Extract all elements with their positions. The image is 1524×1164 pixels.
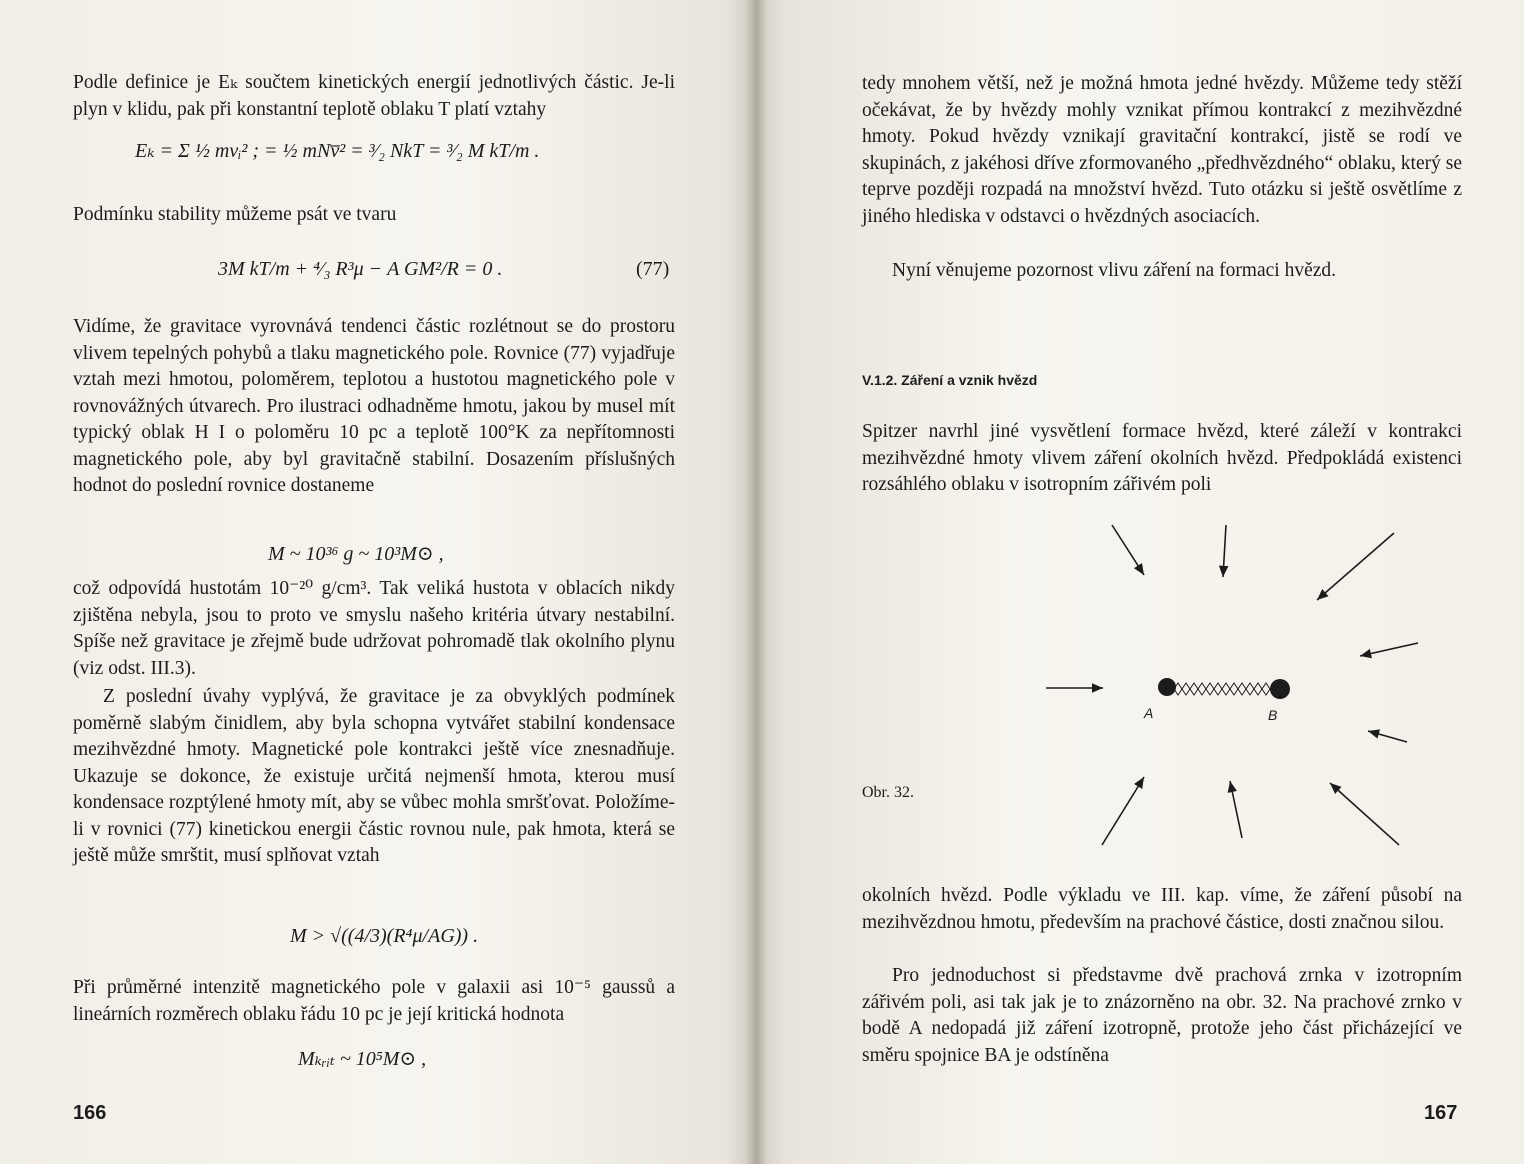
left-paragraph-2: Podmínku stability můžeme psát ve tvaru xyxy=(73,204,397,225)
radiation-arrow xyxy=(1330,783,1399,845)
equation-m-krit: Mₖᵣᵢₜ ~ 10⁵M⊙ , xyxy=(298,1048,427,1070)
radiation-diagram xyxy=(1030,515,1470,860)
left-paragraph-6: Při průměrné intenzitě magnetického pole v galaxii asi 10⁻⁵ gaussů a lineárních rozměrech oblaku řádu 10 pc je její kritická hodnota xyxy=(73,977,675,1025)
figure-label-a: A xyxy=(1144,705,1154,721)
equation-kinetic-energy: Eₖ = Σ ½ mvᵢ² ; = ½ mNv̅² = ³⁄₂ NkT = ³⁄₂ M kT/m . xyxy=(135,140,540,162)
right-paragraph-2: Nyní věnujeme pozornost vlivu záření na formaci hvězd. xyxy=(892,260,1337,281)
radiation-arrow xyxy=(1223,525,1226,577)
page-number-left: 166 xyxy=(73,1102,107,1124)
section-heading: V.1.2. Záření a vznik hvězd xyxy=(862,372,1038,388)
page-number-right: 167 xyxy=(1424,1102,1458,1124)
right-paragraph-5: Pro jednoduchost si představme dvě prachová zrnka v izotropním zářivém poli, asi tak jak je to znázorněno na obr. 32. Na prachové zrnko v bodě A nedopadá již záření izotropně, protože jeho část přicházející ve směru spojnice BA je odstíněna xyxy=(862,965,1462,1066)
equation-critical-mass: M > √((4/3)(R⁴μ/AG)) . xyxy=(290,925,479,947)
equation-mass-estimate: M ~ 10³⁶ g ~ 10³M⊙ , xyxy=(268,543,444,565)
figure-caption: Obr. 32. xyxy=(862,784,914,801)
left-paragraph-4: což odpovídá hustotám 10⁻²⁰ g/cm³. Tak veliká hustota v oblacích nikdy zjištěna nebyla, jsou to proto ve smyslu našeho kritéria útvary nestabilní. Spíše než gravitace je zřejmě bude udržovat pohromadě tlak okolního plynu (viz odst. III.3). xyxy=(73,578,675,679)
left-paragraph-5: Z poslední úvahy vyplývá, že gravitace je za obvyklých podmínek poměrně slabým činidlem, aby byla schopna vytvářet stabilní kondensace mezihvězdné hmoty. Magnetické pole kontrakci ještě více znesnadňuje. Ukazuje se dokonce, že existuje určitá nejmenší hmota, kterou musí kondensace rozptýlené hmoty mít, aby se vůbec mohla smršťovat. Položíme-li v rovnici (77) kinetickou energii částic rovnou nule, pak hmota, která se ještě může smrštit, musí splňovat vztah xyxy=(73,686,675,866)
left-paragraph-3: Vidíme, že gravitace vyrovnává tendenci částic rozlétnout se do prostoru vlivem tepelných pohybů a tlaku magnetického pole. Rovnice (77) vyjadřuje vztah mezi hmotou, poloměrem, teplotou a hustotou magnetického pole v rovnovážných útvarech. Pro ilustraci odhadněme hmotu, jakou by musel mít typický oblak H I o poloměru 10 pc a teplotě 100°K za nepřítomnosti magnetického pole, aby byl gravitačně stabilní. Dosazením příslušných hodnot do poslední rovnice dostaneme xyxy=(73,316,675,496)
figure-label-b: B xyxy=(1268,707,1278,723)
shadow-hatching xyxy=(1170,683,1274,695)
radiation-arrow xyxy=(1360,643,1418,656)
radiation-arrow xyxy=(1112,525,1144,575)
radiation-arrow xyxy=(1102,777,1144,845)
book-gutter xyxy=(745,0,767,1164)
right-paragraph-3: Spitzer navrhl jiné vysvětlení formace hvězd, které záleží v kontrakci mezihvězdné hmoty vlivem záření okolních hvězd. Předpokládá existenci rozsáhlého oblaku v isotropním zářivém poli xyxy=(862,421,1462,495)
figure-32 xyxy=(1030,515,1470,860)
radiation-arrow xyxy=(1317,533,1394,600)
right-paragraph-4: okolních hvězd. Podle výkladu ve III. kap. víme, že záření působí na mezihvězdnou hmotu, především na prachové částice, dosti značnou silou. xyxy=(862,885,1462,933)
dust-grain-b xyxy=(1270,679,1290,699)
equation-77: 3M kT/m + ⁴⁄₃ R³μ − A GM²/R = 0 . xyxy=(218,258,503,280)
equation-77-number: (77) xyxy=(636,258,670,280)
left-paragraph-1: Podle definice je Eₖ součtem kinetických energií jednotlivých částic. Je-li plyn v klidu, pak při konstantní teplotě oblaku T platí vztahy xyxy=(73,72,675,120)
radiation-arrow xyxy=(1230,781,1242,838)
right-paragraph-1: tedy mnohem větší, než je možná hmota jedné hvězdy. Můžeme tedy stěží očekávat, že by hvězdy mohly vznikat přímou kontrakcí z mezihvězdné hmoty. Pokud hvězdy vznikají gravitační kontrakcí, jistě se rodí ve skupinách, z jakéhosi dříve zformovaného „předhvězdného“ oblaku, který se teprve později rozpadá na množství hvězd. Tuto otázku si ještě osvětlíme z jiného hlediska v odstavci o hvězdných asociacích. xyxy=(862,73,1462,227)
dust-grain-a xyxy=(1158,678,1176,696)
radiation-arrow xyxy=(1368,731,1407,742)
